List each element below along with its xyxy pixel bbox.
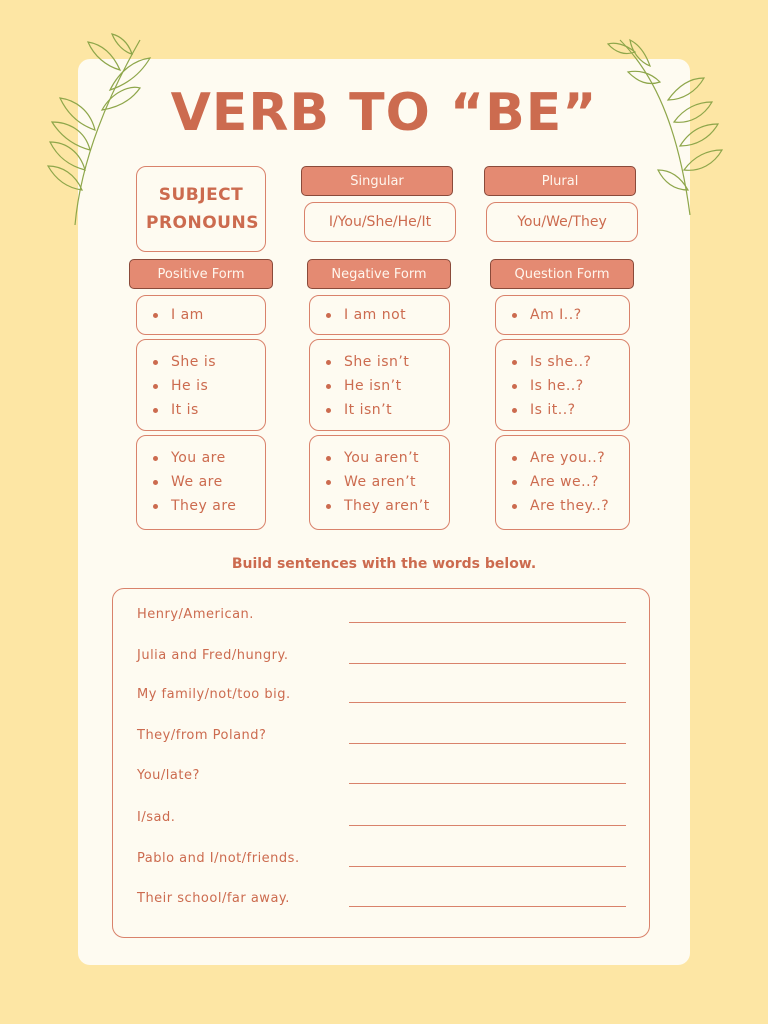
list-item: I am not — [326, 303, 449, 327]
answer-line[interactable] — [349, 622, 626, 623]
plural-words: You/We/They — [517, 214, 607, 230]
negative-group-1 — [309, 295, 450, 335]
answer-line[interactable] — [349, 825, 626, 826]
plural-words-box — [486, 202, 638, 242]
list-item: We are — [153, 470, 265, 494]
list-item: It is — [153, 398, 265, 422]
subject-pronouns-label: SUBJECT PRONOUNS — [146, 185, 259, 233]
positive-group-2 — [136, 339, 266, 431]
singular-header — [301, 166, 453, 196]
answer-line[interactable] — [349, 866, 626, 867]
exercise-row — [137, 687, 627, 707]
answer-line[interactable] — [349, 906, 626, 907]
exercise-prompt: Julia and Fred/hungry. — [137, 648, 289, 663]
exercise-row — [137, 851, 627, 871]
answer-line[interactable] — [349, 783, 626, 784]
positive-group-3 — [136, 435, 266, 530]
plural-label: Plural — [541, 173, 579, 189]
exercise-row — [137, 810, 627, 830]
list-item: They are — [153, 494, 265, 518]
exercise-prompt: Henry/American. — [137, 607, 254, 622]
exercise-row — [137, 891, 627, 911]
list-item: You aren’t — [326, 446, 449, 470]
list-item: Are we..? — [512, 470, 629, 494]
list-item: Are they..? — [512, 494, 629, 518]
negative-form-label: Negative Form — [331, 266, 427, 282]
list-item: They aren’t — [326, 494, 449, 518]
list-item: Are you..? — [512, 446, 629, 470]
singular-label: Singular — [350, 173, 404, 189]
exercise-row — [137, 607, 627, 627]
list-item: You are — [153, 446, 265, 470]
list-item: She isn’t — [326, 350, 449, 374]
exercise-row — [137, 728, 627, 748]
list-item: She is — [153, 350, 265, 374]
exercise-box — [112, 588, 650, 938]
negative-group-3 — [309, 435, 450, 530]
exercise-prompt: Their school/far away. — [137, 891, 290, 906]
list-item: Is it..? — [512, 398, 629, 422]
list-item: I am — [153, 303, 265, 327]
subject-pronouns-box — [136, 166, 266, 252]
list-item: He isn’t — [326, 374, 449, 398]
answer-line[interactable] — [349, 663, 626, 664]
negative-form-header — [307, 259, 451, 289]
exercise-row — [137, 768, 627, 788]
positive-group-1 — [136, 295, 266, 335]
answer-line[interactable] — [349, 743, 626, 744]
singular-words: I/You/She/He/It — [328, 214, 432, 230]
instructions: Build sentences with the words below. — [231, 556, 537, 572]
plural-header — [484, 166, 636, 196]
question-form-label: Question Form — [514, 266, 610, 282]
exercise-prompt: They/from Poland? — [137, 728, 267, 743]
list-item: He is — [153, 374, 265, 398]
list-item: Am I..? — [512, 303, 629, 327]
question-group-3 — [495, 435, 630, 530]
question-group-1 — [495, 295, 630, 335]
list-item: Is he..? — [512, 374, 629, 398]
positive-form-header — [129, 259, 273, 289]
exercise-prompt: You/late? — [137, 768, 200, 783]
singular-words-box — [304, 202, 456, 242]
list-item: Is she..? — [512, 350, 629, 374]
positive-form-label: Positive Form — [157, 266, 245, 282]
question-group-2 — [495, 339, 630, 431]
list-item: We aren’t — [326, 470, 449, 494]
exercise-prompt: I/sad. — [137, 810, 176, 825]
answer-line[interactable] — [349, 702, 626, 703]
list-item: It isn’t — [326, 398, 449, 422]
exercise-prompt: Pablo and I/not/friends. — [137, 851, 300, 866]
exercise-prompt: My family/not/too big. — [137, 687, 291, 702]
exercise-row — [137, 648, 627, 668]
negative-group-2 — [309, 339, 450, 431]
page-title: VERB TO “BE” — [170, 83, 598, 143]
question-form-header — [490, 259, 634, 289]
